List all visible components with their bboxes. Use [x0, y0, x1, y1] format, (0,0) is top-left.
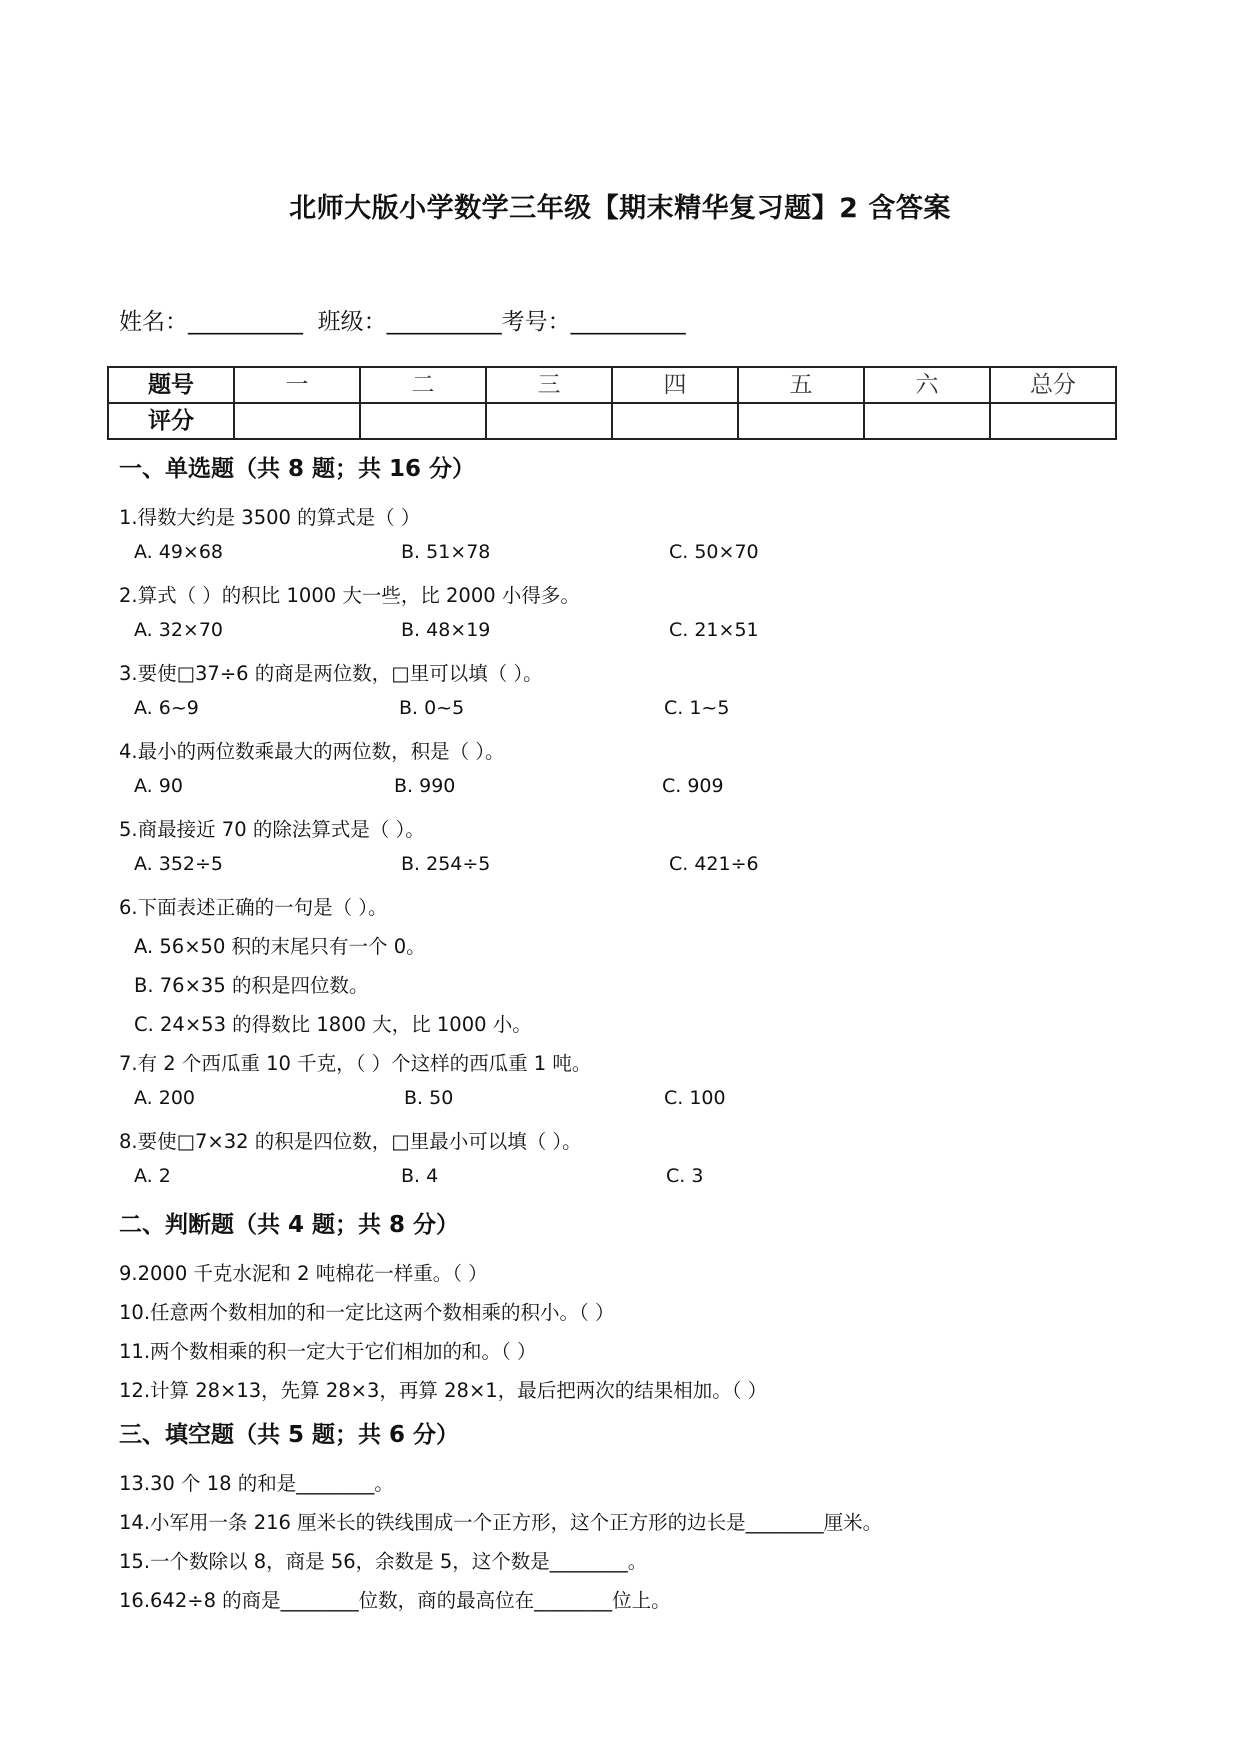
- option-a: A. 352÷5: [134, 853, 224, 875]
- score-cell[interactable]: [360, 403, 486, 439]
- question-4: 4.最小的两位数乘最大的两位数，积是（ ）。: [119, 740, 505, 763]
- option-a: A. 6~9: [134, 697, 199, 719]
- option-c: C. 24×53 的得数比 1800 大，比 1000 小。: [134, 1013, 532, 1036]
- score-cell[interactable]: [486, 403, 612, 439]
- score-cell[interactable]: [738, 403, 864, 439]
- question-13: 13.30 个 18 的和是________。: [119, 1472, 394, 1495]
- option-a: A. 200: [134, 1087, 196, 1109]
- option-c: C. 50×70: [669, 541, 759, 563]
- score-table-score-row: [108, 403, 1116, 439]
- option-a: A. 2: [134, 1165, 171, 1187]
- option-c: C. 3: [666, 1165, 704, 1187]
- question-1: 1.得数大约是 3500 的算式是（ ）: [119, 506, 421, 529]
- question-15: 15.一个数除以 8，商是 56，余数是 5，这个数是________。: [119, 1550, 648, 1573]
- page-title: 北师大版小学数学三年级【期末精华复习题】2 含答案: [289, 193, 951, 224]
- section-heading: 一、单选题（共 8 题；共 16 分）: [119, 456, 476, 482]
- column-2: 二: [360, 367, 486, 403]
- option-c: C. 21×51: [669, 619, 759, 641]
- option-b: B. 76×35 的积是四位数。: [134, 974, 369, 997]
- score-cell[interactable]: [990, 403, 1116, 439]
- column-1: 一: [234, 367, 360, 403]
- option-c: C. 1~5: [664, 697, 730, 719]
- question-8: 8.要使□7×32 的积是四位数，□里最小可以填（ ）。: [119, 1130, 582, 1153]
- column-5: 五: [738, 367, 864, 403]
- option-b: B. 48×19: [401, 619, 491, 641]
- student-info-line: 姓名：__________ 班级：__________考号：__________: [119, 309, 686, 335]
- column-total: 总分: [990, 367, 1116, 403]
- option-b: B. 4: [401, 1165, 439, 1187]
- option-c: C. 909: [662, 775, 724, 797]
- question-10: 10.任意两个数相加的和一定比这两个数相乘的积小。（ ）: [119, 1301, 615, 1324]
- option-c: C. 100: [664, 1087, 726, 1109]
- question-2: 2.算式（ ）的积比 1000 大一些，比 2000 小得多。: [119, 584, 580, 607]
- header-label: 题号: [108, 367, 234, 403]
- question-16: 16.642÷8 的商是________位数，商的最高位在________位上。: [119, 1589, 671, 1612]
- question-5: 5.商最接近 70 的除法算式是（ ）。: [119, 818, 425, 841]
- option-b: B. 51×78: [401, 541, 491, 563]
- column-4: 四: [612, 367, 738, 403]
- score-label: 评分: [108, 403, 234, 439]
- question-12: 12.计算 28×13，先算 28×3，再算 28×1，最后把两次的结果相加。（ ）: [119, 1379, 768, 1402]
- option-a: A. 49×68: [134, 541, 224, 563]
- question-9: 9.2000 千克水泥和 2 吨棉花一样重。（ ）: [119, 1262, 488, 1285]
- question-6: 6.下面表述正确的一句是（ ）。: [119, 896, 388, 919]
- option-b: B. 0~5: [399, 697, 465, 719]
- score-cell[interactable]: [864, 403, 990, 439]
- score-table: [107, 366, 1117, 440]
- score-cell[interactable]: [234, 403, 360, 439]
- option-b: B. 254÷5: [401, 853, 491, 875]
- option-a: A. 56×50 积的末尾只有一个 0。: [134, 935, 426, 958]
- section-heading: 三、填空题（共 5 题；共 6 分）: [119, 1422, 460, 1448]
- option-b: B. 50: [404, 1087, 454, 1109]
- question-7: 7.有 2 个西瓜重 10 千克，（ ）个这样的西瓜重 1 吨。: [119, 1052, 592, 1075]
- score-table-header-row: [108, 367, 1116, 403]
- column-3: 三: [486, 367, 612, 403]
- question-11: 11.两个数相乘的积一定大于它们相加的和。（ ）: [119, 1340, 537, 1363]
- option-a: A. 90: [134, 775, 183, 797]
- question-14: 14.小军用一条 216 厘米长的铁线围成一个正方形，这个正方形的边长是________厘米。: [119, 1511, 883, 1534]
- option-c: C. 421÷6: [669, 853, 759, 875]
- option-b: B. 990: [394, 775, 456, 797]
- score-cell[interactable]: [612, 403, 738, 439]
- option-a: A. 32×70: [134, 619, 224, 641]
- section-heading: 二、判断题（共 4 题；共 8 分）: [119, 1212, 460, 1238]
- column-6: 六: [864, 367, 990, 403]
- question-3: 3.要使□37÷6 的商是两位数，□里可以填（ ）。: [119, 662, 543, 685]
